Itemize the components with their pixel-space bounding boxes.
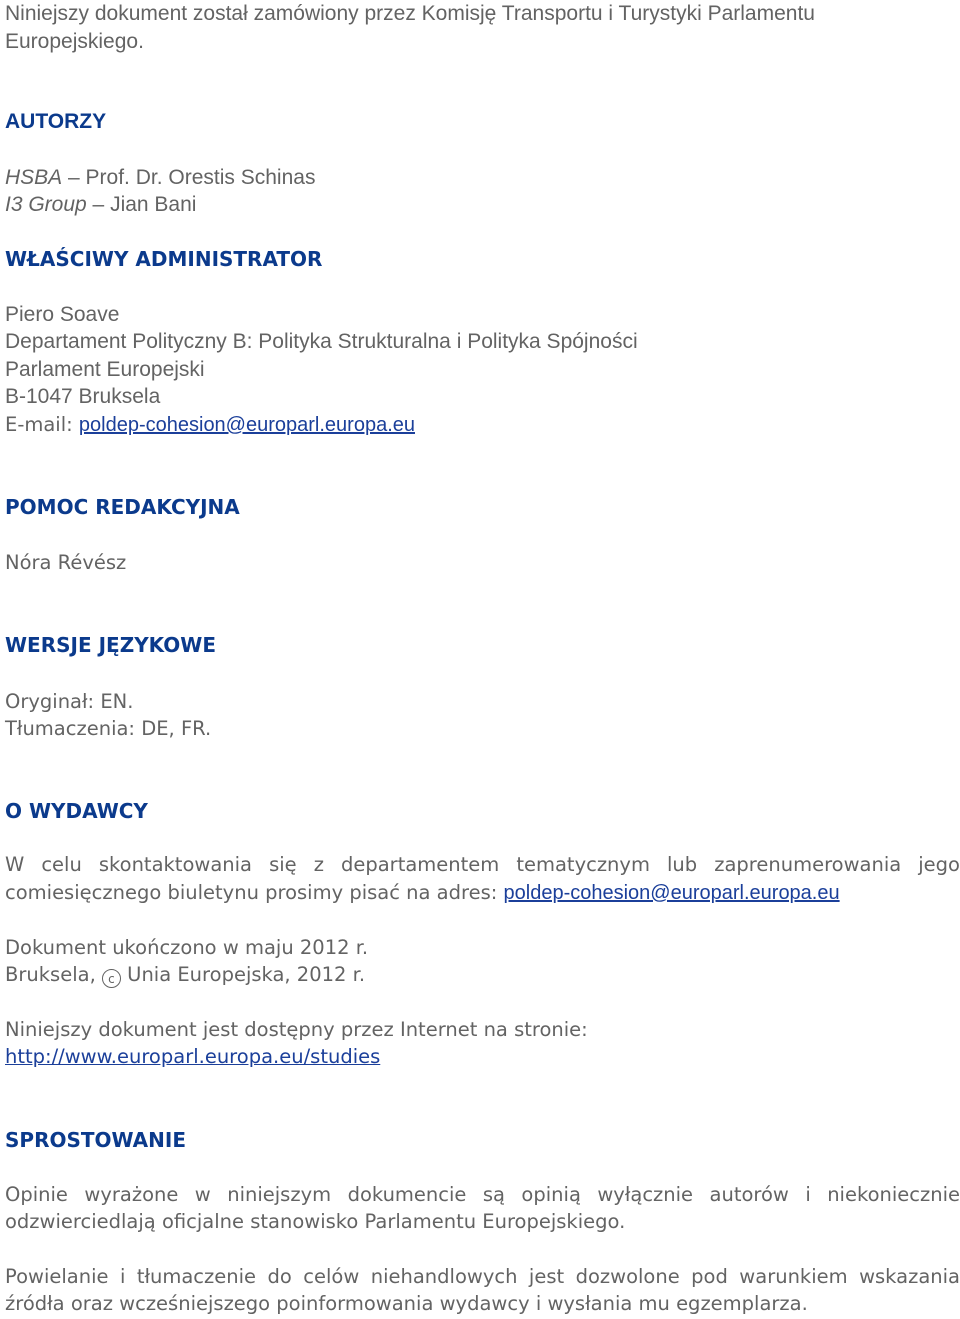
editorial-name: Nóra Révész bbox=[5, 551, 127, 574]
copyright-prefix: Bruksela, bbox=[5, 963, 102, 986]
intro-line-2: Europejskiego. bbox=[5, 30, 144, 53]
languages-translations: Tłumaczenia: DE, FR. bbox=[5, 717, 212, 740]
admin-heading: WŁAŚCIWY ADMINISTRATOR bbox=[5, 247, 323, 271]
author-line-1 bbox=[5, 164, 315, 192]
copyright-icon: c bbox=[102, 969, 121, 988]
publisher-url-link[interactable]: http://www.europarl.europa.eu/studies bbox=[5, 1045, 381, 1068]
admin-department: Departament Polityczny B: Polityka Strukturalna i Polityka Spójności bbox=[5, 330, 638, 353]
disclaimer-p1-line-2: odzwierciedlają oficjalne stanowisko Parlamentu Europejskiego. bbox=[5, 1210, 626, 1233]
publisher-url-line bbox=[5, 1043, 380, 1071]
disclaimer-p1-line-1: Opinie wyrażone w niniejszym dokumencie są opinią wyłącznie autorów i niekoniecznie bbox=[5, 1183, 960, 1206]
publisher-contact-line-2 bbox=[5, 879, 840, 907]
author-org-hsba: HSBA bbox=[5, 166, 63, 189]
editorial-heading: POMOC REDAKCYJNA bbox=[5, 495, 240, 519]
admin-name: Piero Soave bbox=[5, 303, 120, 326]
publisher-available: Niniejszy dokument jest dostępny przez Internet na stronie: bbox=[5, 1018, 588, 1041]
publisher-copyright-line bbox=[5, 961, 365, 989]
admin-email-line bbox=[5, 411, 415, 439]
copyright-rest: Unia Europejska, 2012 r. bbox=[120, 963, 366, 986]
admin-institution: Parlament Europejski bbox=[5, 358, 205, 381]
author-name-schinas: – Prof. Dr. Orestis Schinas bbox=[62, 166, 316, 189]
author-name-bani: – Jian Bani bbox=[86, 193, 197, 216]
languages-original: Oryginał: EN. bbox=[5, 690, 134, 713]
author-line-2 bbox=[5, 191, 196, 219]
languages-heading: WERSJE JĘZYKOWE bbox=[5, 633, 217, 657]
authors-heading: AUTORZY bbox=[5, 110, 107, 133]
admin-email-link[interactable]: poldep-cohesion@europarl.europa.eu bbox=[78, 414, 415, 436]
publisher-contact-line-1: W celu skontaktowania się z departamentem tematycznym lub zaprenumerowania jego bbox=[5, 853, 960, 876]
intro-line-1: Niniejszy dokument został zamówiony przez Komisję Transportu i Turystyki Parlamentu bbox=[5, 2, 815, 25]
disclaimer-p2-line-1: Powielanie i tłumaczenie do celów niehandlowych jest dozwolone pod warunkiem wskazania bbox=[5, 1265, 960, 1288]
disclaimer-p2-line-2: źródła oraz wcześniejszego poinformowania wydawcy i wysłania mu egzemplarza. bbox=[5, 1292, 808, 1315]
admin-address: B-1047 Bruksela bbox=[5, 385, 161, 408]
author-org-i3: I3 Group bbox=[5, 193, 87, 216]
disclaimer-heading: SPROSTOWANIE bbox=[5, 1128, 186, 1152]
publisher-completed: Dokument ukończono w maju 2012 r. bbox=[5, 936, 369, 959]
publisher-heading: O WYDAWCY bbox=[5, 799, 148, 823]
publisher-email-link[interactable]: poldep-cohesion@europarl.europa.eu bbox=[503, 882, 840, 904]
admin-email-label: E-mail: bbox=[5, 413, 79, 436]
publisher-contact-text: comiesięcznego biuletynu prosimy pisać na adres: bbox=[5, 881, 504, 904]
